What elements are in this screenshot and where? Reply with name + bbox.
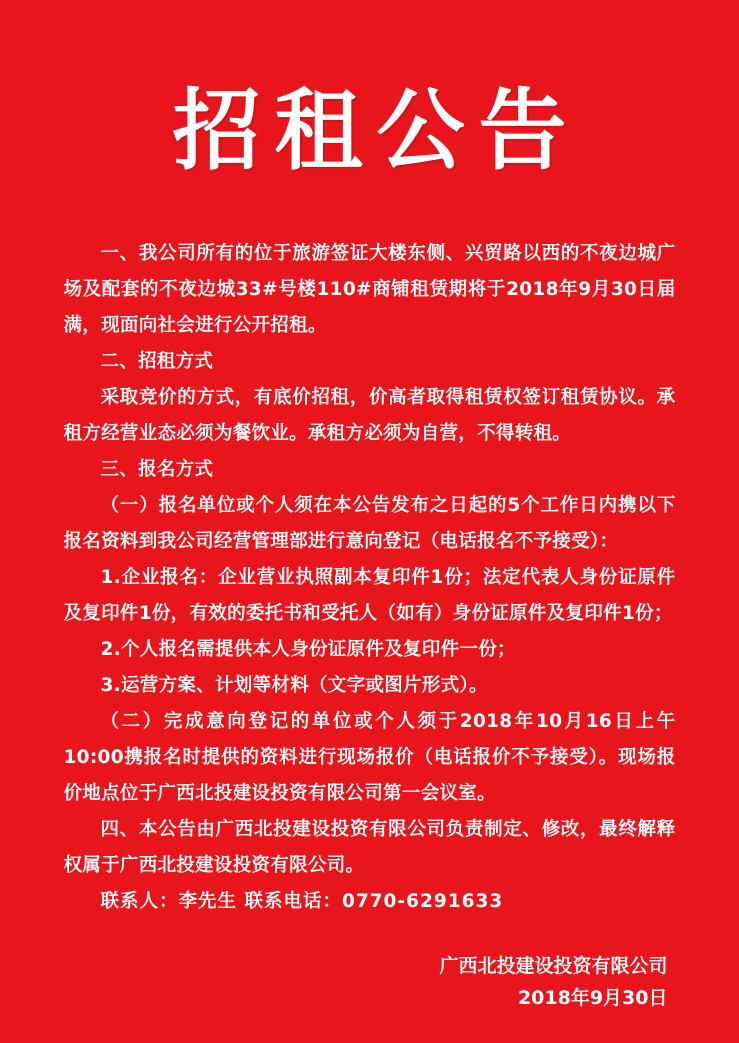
paragraph-8: 3.运营方案、计划等材料（文字或图片形式）。 [100,675,488,697]
paragraph-3: 采取竞价的方式，有底价招租，价高者取得租赁权签订租赁协议。承租方经营业态必须为餐饮业。承租方必须为自营，不得转租。 [63,387,676,445]
signature-company: 广西北投建设投资有限公司 [439,955,668,978]
paragraph-4: 三、报名方式 [100,459,214,481]
paragraph-5: （一）报名单位或个人须在本公告发布之日起的5个工作日内携以下报名资料到我公司经营管理部进行意向登记（电话报名不予接受）： [63,495,676,553]
paragraph-10: 四、本公告由广西北投建设投资有限公司负责制定、修改，最终解释权属于广西北投建设投资有限公司。 [63,819,676,877]
paragraph-9: （二）完成意向登记的单位或个人须于2018年10月16日上午10:00携报名时提供的资料进行现场报价（电话报价不予接受）。现场报价地点位于广西北投建设投资有限公司第一会议室。 [63,711,676,805]
paragraph-7: 2.个人报名需提供本人身份证原件及复印件一份； [100,639,516,661]
signature-block [64,950,676,1014]
page-title: 招租公告 [172,78,581,182]
contact-line: 联系人：李先生 联系电话：0770-6291633 [100,891,504,913]
signature-date: 2018年9月30日 [517,987,668,1010]
paragraph-2: 二、招租方式 [100,351,214,373]
paragraph-1: 一、我公司所有的位于旅游签证大楼东侧、兴贸路以西的不夜边城广场及配套的不夜边城33#号楼110#商铺租赁期将于2018年9月30日届满，现面向社会进行公开招租。 [63,243,676,337]
paragraph-6: 1.企业报名：企业营业执照副本复印件1份；法定代表人身份证原件及复印件1份，有效的委托书和受托人（如有）身份证原件及复印件1份； [63,567,676,625]
announcement-body [64,236,676,920]
